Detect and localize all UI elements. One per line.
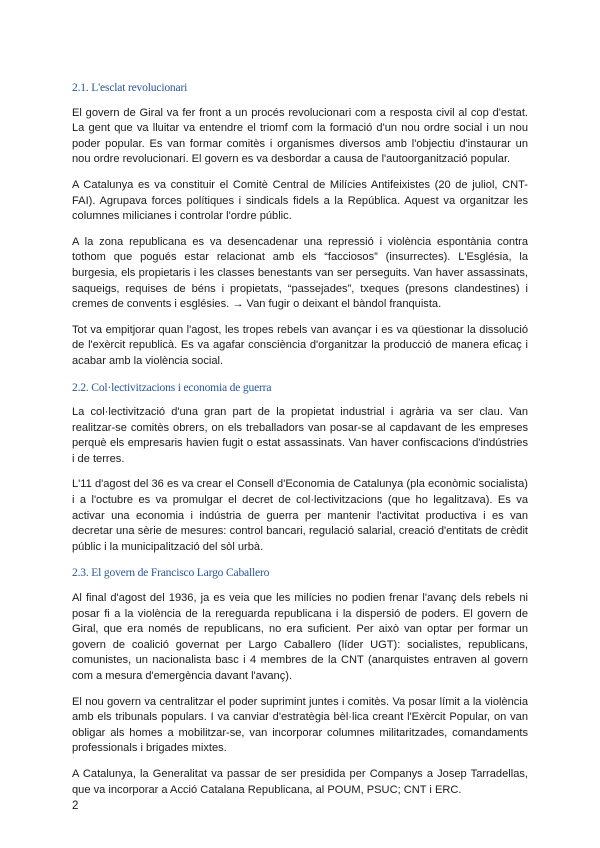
paragraph: La col·lectivització d'una gran part de la propietat industrial i agrària va ser clau. Van realitzar-se comitès obrers, on els treballadors van posar-se al capdavant de les empreses perquè els empresaris havien fugit o estat assassinats. Van haver confiscacions d'indústries i de terres. — [72, 406, 528, 465]
section-heading: 2.3. El govern de Francisco Largo Caballero — [72, 566, 270, 580]
document-page — [72, 80, 528, 808]
section-collectivitzacions — [72, 380, 528, 556]
paragraph: Tot va empitjorar quan l'agost, les tropes rebels van avançar i es va qüestionar la dissolució de l'exèrcit republicà. Es va agafar consciència d'organitzar la producció de manera eficaç i acabar amb la violència social. — [72, 323, 528, 367]
page-number: 2 — [72, 800, 79, 812]
paragraph: El govern de Giral va fer front a un procés revolucionari com a resposta civil al cop d'estat. La gent que va lluitar va entendre el triomf com la formació d'un nou ordre social i un nou poder popular. Es van formar comitès i organismes diversos amb l'objectiu d'instaurar un nou ordre revolucionari. El govern es va desbordar a causa de l'autoorganització popular. — [72, 106, 528, 166]
paragraph: El nou govern va centralitzar el poder suprimint juntes i comitès. Va posar límit a la violència amb els tribunals populars. I va canviar d'estratègia bèl·lica creant l'Exèrcit Popular, on van obligar als homes a mobilitzar-se, van incorporar columnes militaritzades, comandaments professionals i brigades mixtes. — [72, 695, 528, 755]
section-esclat-revolucionari — [72, 80, 528, 370]
paragraph: A la zona republicana es va desencadenar una repressió i violència espontània contra tothom que pogués estar relacionat amb els “facciosos” (insurrectes). L'Església, la burgesia, els propietaris i les classes benestants van ser perseguits. Van haver assassinats, saqueigs, requises de béns i propietats, “passejades”, txeques (presons clandestines) i cremes de convents i esglésies. → Van fugir o deixant el bàndol franquista. — [72, 235, 528, 311]
section-heading: 2.1. L'esclat revolucionari — [72, 81, 188, 94]
section-govern-largo-caballero — [72, 565, 528, 798]
paragraph: L'11 d'agost del 36 es va crear el Consell d'Economia de Catalunya (pla econòmic socialista) i a l'octubre es va promulgar el decret de col·lectivitzacions (que ho legalitzava). Es va activar una economia i indústria de guerra per mantenir l'activitat productiva i es van decretar una sèrie de mesures: control bancari, regulació salarial, creació d'entitats de crèdit públic i la municipalització del sòl urbà. — [72, 478, 528, 553]
paragraph: Al final d'agost del 1936, ja es veia que les milícies no podien frenar l'avanç dels rebels ni posar fi a la violència de la rereguarda republicana i la dispersió de poders. El govern de Giral, que era només de republicans, no era suficient. Per això van optar per formar un govern de coalició governat per Largo Caballero (líder UGT): socialistes, republicans, comunistes, un nacionalista basc i 4 membres de la CNT (anarquistes entraven al govern com a mesura d'emergència davant l'avanç). — [72, 592, 528, 682]
paragraph: A Catalunya es va constituir el Comitè Central de Milícies Antifeixistes (20 de juliol, CNT-FAI). Agrupava forces polítiques i sindicals fidels a la República. Aquest va organitzar les columnes milicianes i controlar l'ordre públic. — [72, 178, 528, 223]
paragraph: A Catalunya, la Generalitat va passar de ser presidida per Companys a Josep Tarradellas, que va incorporar a Acció Catalana Republicana, al POUM, PSUC; CNT i ERC. — [72, 767, 528, 796]
section-heading: 2.2. Col·lectivitzacions i economia de guerra — [72, 380, 272, 394]
